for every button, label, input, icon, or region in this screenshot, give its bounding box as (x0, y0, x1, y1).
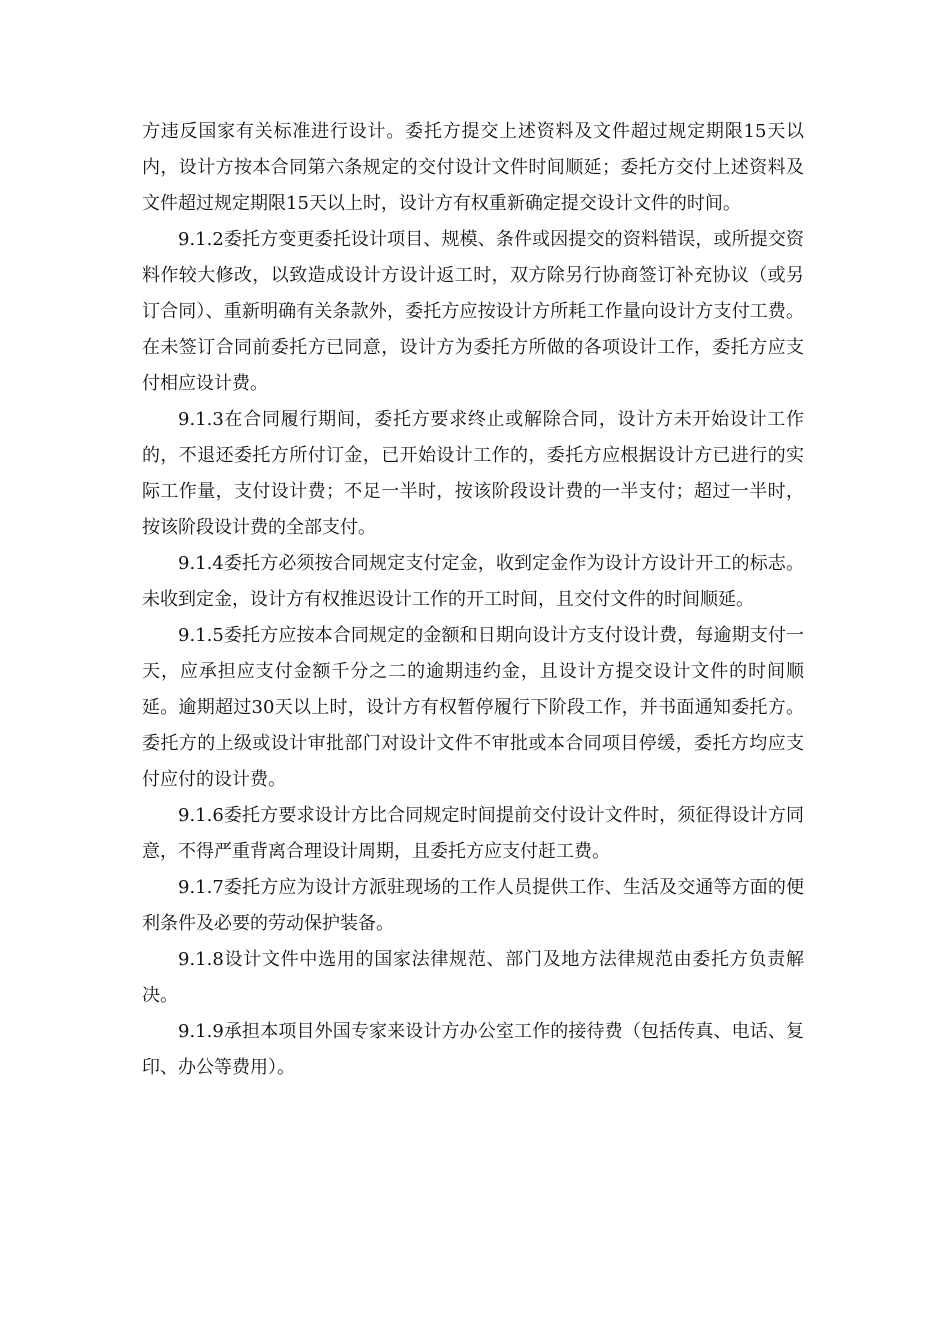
clause-9-1-7: 9.1.7委托方应为设计方派驻现场的工作人员提供工作、生活及交通等方面的便利条件及必要的劳动保护装备。 (142, 877, 804, 934)
clause-9-1-6: 9.1.6委托方要求设计方比合同规定时间提前交付设计文件时，须征得设计方同意，不得严重背离合理设计周期，且委托方应支付赶工费。 (142, 805, 804, 862)
paragraph-continuation: 方违反国家有关标准进行设计。委托方提交上述资料及文件超过规定期限15天以内，设计方按本合同第六条规定的交付设计文件时间顺延；委托方交付上述资料及文件超过规定期限15天以上时，设计方有权重新确定提交设计文件的时间。 (142, 121, 804, 214)
document-body (142, 114, 804, 1086)
clause-9-1-5: 9.1.5委托方应按本合同规定的金额和日期向设计方支付设计费，每逾期支付一天，应承担应支付金额千分之二的逾期违约金，且设计方提交设计文件的时间顺延。逾期超过30天以上时，设计方有权暂停履行下阶段工作，并书面通知委托方。委托方的上级或设计审批部门对设计文件不审批或本合同项目停缓，委托方均应支付应付的设计费。 (142, 625, 804, 790)
clause-9-1-8: 9.1.8设计文件中选用的国家法律规范、部门及地方法律规范由委托方负责解决。 (142, 949, 804, 1006)
clause-9-1-3: 9.1.3在合同履行期间，委托方要求终止或解除合同，设计方未开始设计工作的，不退还委托方所付订金，已开始设计工作的，委托方应根据设计方已进行的实际工作量，支付设计费；不足一半时，按该阶段设计费的一半支付；超过一半时，按该阶段设计费的全部支付。 (142, 409, 804, 538)
clause-9-1-9: 9.1.9承担本项目外国专家来设计方办公室工作的接待费（包括传真、电话、复印、办公等费用）。 (142, 1021, 804, 1078)
clause-9-1-4: 9.1.4委托方必须按合同规定支付定金，收到定金作为设计方设计开工的标志。未收到定金，设计方有权推迟设计工作的开工时间，且交付文件的时间顺延。 (142, 553, 804, 610)
clause-9-1-2: 9.1.2委托方变更委托设计项目、规模、条件或因提交的资料错误，或所提交资料作较大修改，以致造成设计方设计返工时，双方除另行协商签订补充协议（或另订合同）、重新明确有关条款外，委托方应按设计方所耗工作量向设计方支付工费。在未签订合同前委托方已同意，设计方为委托方所做的各项设计工作，委托方应支付相应设计费。 (142, 229, 804, 394)
